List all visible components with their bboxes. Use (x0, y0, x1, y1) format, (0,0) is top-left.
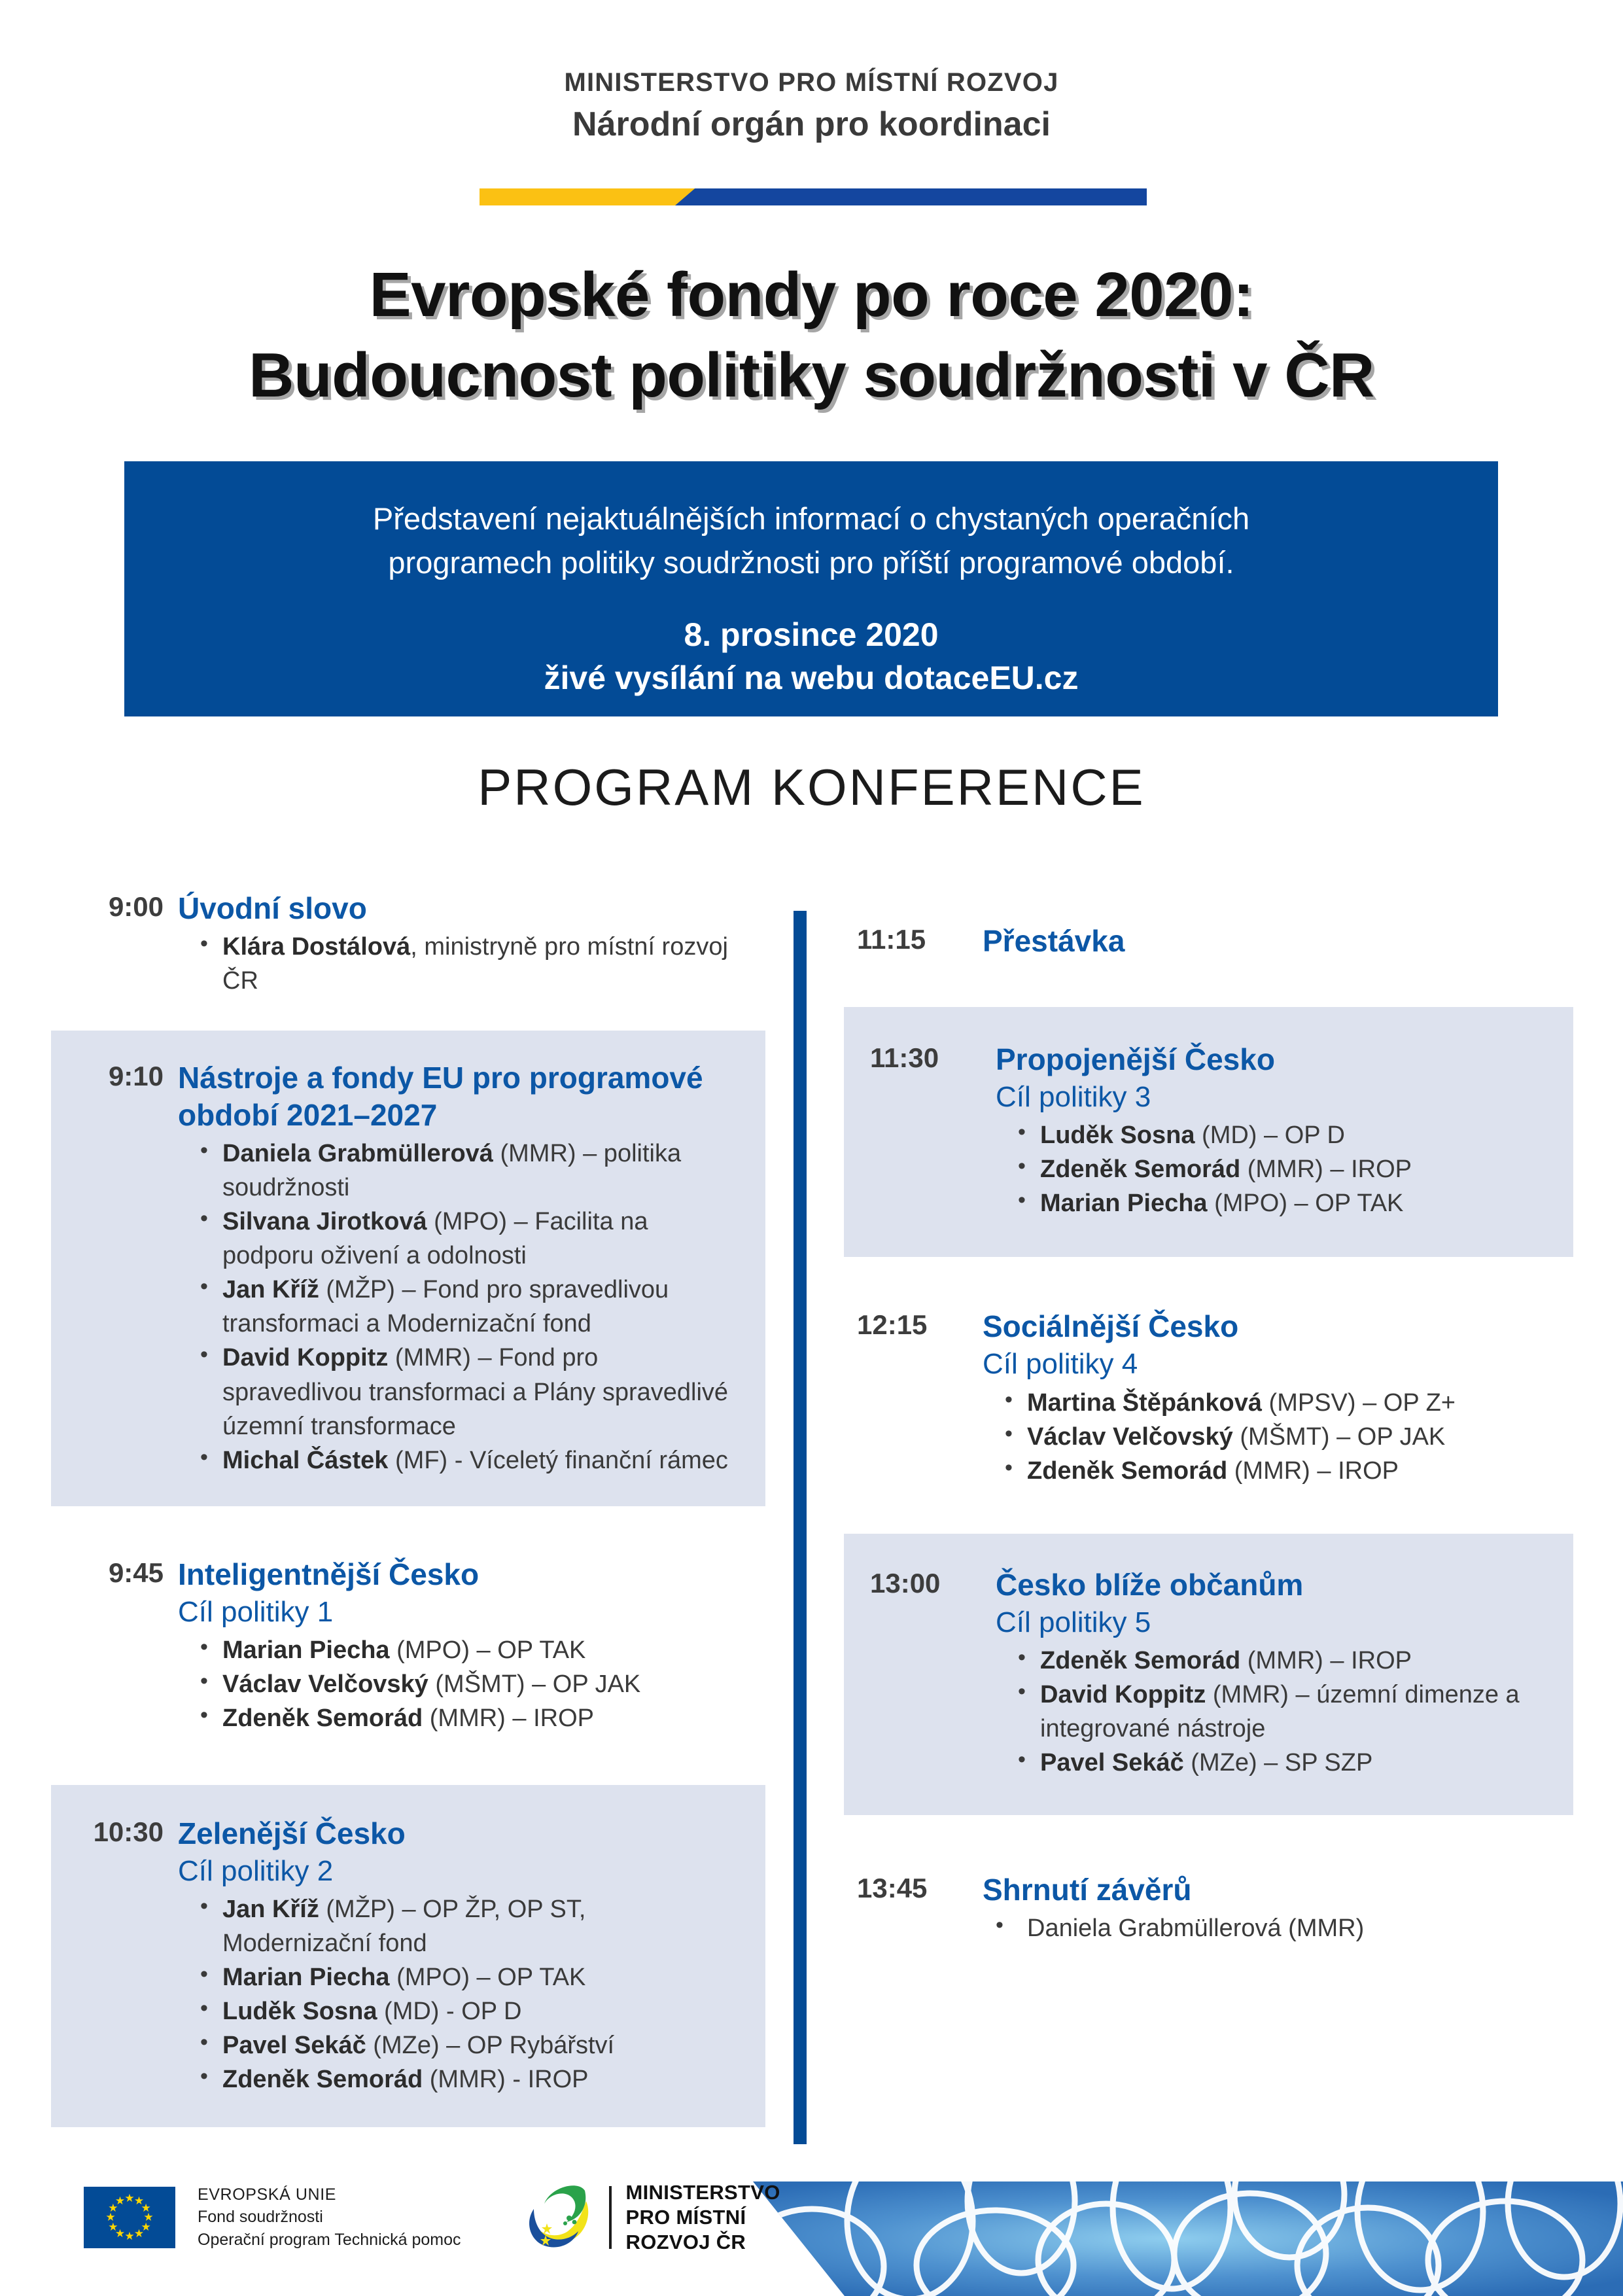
speaker-detail: (MMR) – územní dimenze a integrované nástroje (1040, 1681, 1520, 1743)
speaker-name: Luděk Sosna (222, 1998, 377, 2026)
program-slot-inner (857, 1871, 1597, 1945)
eu-star-icon: ★ (124, 2230, 135, 2243)
speaker-name: Luděk Sosna (1040, 1122, 1195, 1150)
speaker-name: Zdeněk Semorád (222, 1704, 423, 1732)
eu-star-icon: ★ (141, 2201, 151, 2214)
speaker-name: Pavel Sekáč (222, 2032, 366, 2060)
program-slot-inner (59, 890, 739, 998)
speaker-detail: , ministryně pro místní rozvoj ČR (222, 933, 728, 995)
speaker-item (222, 1960, 739, 1994)
title-line-1: Evropské fondy po roce 2020: (369, 260, 1254, 330)
footer (0, 2166, 1623, 2296)
speaker-name: Martina Štěpánková (1027, 1388, 1262, 1417)
speaker-detail: (MF) - Víceletý finanční rámec (388, 1446, 728, 1474)
mmr-emblem-icon (521, 2181, 595, 2253)
speaker-name: Václav Velčovský (222, 1670, 428, 1698)
speaker-name: Marian Piecha (222, 1636, 390, 1664)
program-slot[interactable] (844, 1007, 1573, 1257)
speaker-detail: (MŠMT) – OP JAK (428, 1670, 641, 1698)
session-title: Nástroje a fondy EU pro programové období 2021–2027 (178, 1061, 703, 1133)
eu-star-icon: ★ (108, 2220, 118, 2233)
session-subtitle: Cíl politiky 3 (996, 1081, 1151, 1114)
speaker-detail: (MPO) – Facilita na podporu oživení a odolnosti (222, 1208, 648, 1270)
program-heading: PROGRAM KONFERENCE (478, 758, 1145, 816)
speaker-name: Jan Kříž (222, 1276, 319, 1304)
speaker-name: Silvana Jirotková (222, 1208, 427, 1236)
speaker-name: Marian Piecha (1040, 1190, 1208, 1218)
speaker-detail: (MMR) – IROP (1240, 1646, 1412, 1674)
session-time: 11:15 (857, 924, 926, 955)
speaker-item (1027, 1420, 1597, 1454)
title-line-2: Budoucnost politiky soudržnosti v ČR (249, 340, 1374, 410)
speaker-name: Marian Piecha (222, 1964, 390, 1992)
speaker-name: Zdeněk Semorád (1027, 1457, 1228, 1485)
speaker-item (1040, 1746, 1547, 1780)
session-title: Zelenější Česko (178, 1816, 406, 1851)
speaker-name: Zdeněk Semorád (1040, 1646, 1241, 1674)
decorative-circles-graphic (714, 2181, 1623, 2296)
speaker-detail: (MMR) – IROP (423, 1704, 594, 1732)
session-body (968, 1308, 1597, 1487)
speaker-name: Zdeněk Semorád (222, 2066, 423, 2094)
speaker-item (222, 1341, 739, 1443)
speaker-item (222, 1633, 739, 1667)
footer-logos (84, 2180, 780, 2254)
speaker-item (222, 930, 739, 998)
speaker-detail: (MZe) – SP SZP (1183, 1749, 1373, 1777)
session-subtitle: Cíl politiky 5 (996, 1606, 1151, 1638)
ministry-name: MINISTERSTVO PRO MÍSTNÍ ROZVOJ (564, 68, 1059, 97)
program-slot[interactable] (831, 923, 1623, 960)
speaker-detail: (MMR) - IROP (423, 2066, 589, 2094)
session-body (981, 1041, 1547, 1220)
header-rule (480, 188, 1147, 205)
program-slot[interactable] (51, 1785, 765, 2127)
speaker-detail: (MMR) – Fond pro spravedlivou transformaci a Plány spravedlivé územní transformace (222, 1344, 729, 1440)
speaker-item (222, 1443, 739, 1477)
session-title: Úvodní slovo (178, 891, 367, 925)
banner-stream-info: živé vysílání na webu dotaceEU.cz (544, 660, 1079, 697)
program-slot-inner (59, 1556, 739, 1735)
speaker-detail: (MŽP) – Fond pro spravedlivou transformaci a Modernizační fond (222, 1276, 669, 1338)
mmr-logo (521, 2180, 780, 2254)
speaker-detail: (MD) – OP D (1195, 1122, 1345, 1150)
program-slot[interactable] (844, 1534, 1573, 1815)
column-divider (794, 911, 807, 2144)
speaker-list (983, 1386, 1597, 1488)
program-slot-inner (59, 1815, 739, 2097)
session-subtitle: Cíl politiky 4 (983, 1348, 1138, 1381)
eu-star-icon: ★ (141, 2220, 151, 2233)
rule-yellow-segment (480, 188, 702, 205)
speaker-item (1040, 1644, 1547, 1678)
speaker-item (1040, 1118, 1547, 1152)
speaker-list (178, 1633, 739, 1735)
eu-line-2: Fond soudržnosti (198, 2208, 323, 2227)
speaker-item (1040, 1678, 1547, 1746)
speaker-name: David Koppitz (1040, 1681, 1206, 1709)
speaker-list (996, 1118, 1547, 1220)
session-time: 9:00 (108, 891, 164, 922)
speaker-item (1027, 1386, 1597, 1420)
mmr-line-2: PRO MÍSTNÍ (625, 2205, 746, 2229)
session-time: 9:10 (108, 1061, 164, 1092)
session-time: 13:45 (857, 1873, 928, 1904)
program-slot[interactable] (831, 1871, 1623, 1945)
session-time: 12:15 (857, 1309, 928, 1341)
eu-star-icon: ★ (114, 2195, 126, 2208)
session-body (981, 1566, 1547, 1780)
eu-star-icon: ★ (108, 2201, 118, 2214)
speaker-item (1040, 1186, 1547, 1220)
program-slot[interactable] (51, 1031, 765, 1506)
program-slot[interactable] (831, 1308, 1623, 1487)
speaker-list (178, 930, 739, 998)
session-time: 13:00 (870, 1567, 941, 1598)
info-banner (124, 461, 1498, 716)
session-subtitle: Cíl politiky 2 (178, 1855, 334, 1888)
session-body (164, 1059, 739, 1477)
speaker-item (222, 2028, 739, 2062)
eu-flag-icon (84, 2187, 175, 2248)
eu-star-icon: ★ (133, 2195, 145, 2208)
session-time: 9:45 (108, 1557, 164, 1588)
speaker-detail: (MZe) – OP Rybářství (366, 2032, 615, 2060)
mmr-wordmark (626, 2180, 780, 2254)
speaker-item (222, 1701, 739, 1735)
eu-line-3: Operační program Technická pomoc (198, 2230, 461, 2249)
speaker-detail: (MMR) – IROP (1227, 1457, 1399, 1485)
eu-star-icon: ★ (105, 2211, 116, 2224)
speaker-name: Václav Velčovský (1027, 1422, 1233, 1451)
session-body (968, 923, 1597, 960)
session-body (968, 1871, 1597, 1945)
eu-star-icon: ★ (143, 2211, 154, 2224)
mmr-divider (609, 2186, 612, 2249)
department-name: Národní orgán pro koordinaci (572, 105, 1051, 143)
session-title: Sociálnější Česko (983, 1309, 1239, 1344)
speaker-detail: (MPO) – OP TAK (389, 1964, 586, 1992)
banner-description-line-2: programech politiky soudržnosti pro příští programové období. (388, 544, 1234, 580)
speaker-detail: (MŠMT) – OP JAK (1232, 1422, 1446, 1451)
speaker-item (222, 1892, 739, 1960)
speaker-name: Pavel Sekáč (1040, 1749, 1184, 1777)
session-subtitle: Cíl politiky 1 (178, 1595, 334, 1628)
program-slot-inner (857, 923, 1597, 960)
eu-funding-text (198, 2183, 461, 2252)
speaker-name: Klára Dostálová (222, 933, 411, 961)
program-slot-inner (857, 1308, 1597, 1487)
program-column-left (0, 890, 765, 2127)
mmr-line-3: ROZVOJ ČR (625, 2230, 746, 2253)
session-time: 10:30 (93, 1816, 164, 1848)
speaker-name: Michal Částek (222, 1446, 389, 1474)
session-body (164, 1556, 739, 1735)
speaker-item (222, 1137, 739, 1205)
eu-star-icon: ★ (114, 2227, 126, 2240)
speaker-item (222, 1667, 739, 1701)
program-slot-inner (870, 1566, 1547, 1780)
session-time: 11:30 (870, 1042, 939, 1074)
banner-description-line-1: Představení nejaktuálnějších informací o chystaných operačních (372, 501, 1250, 536)
speaker-detail: (MMR) – politika soudržnosti (222, 1140, 682, 1202)
speaker-detail: Daniela Grabmüllerová (MMR) (1027, 1915, 1365, 1943)
speaker-name: Jan Kříž (222, 1896, 319, 1924)
speaker-name: David Koppitz (222, 1344, 389, 1372)
speaker-item (222, 2062, 739, 2096)
mmr-line-1: MINISTERSTVO (625, 2181, 780, 2204)
session-body (164, 890, 739, 998)
speaker-list (983, 1911, 1597, 1945)
eu-line-1: EVROPSKÁ UNIE (198, 2185, 337, 2204)
speaker-list (178, 1137, 739, 1477)
program-slot-inner (870, 1041, 1547, 1220)
session-title: Přestávka (983, 924, 1125, 958)
poster-title (0, 255, 1623, 416)
program-column-right (831, 890, 1623, 1945)
speaker-name: Zdeněk Semorád (1040, 1156, 1241, 1184)
speaker-list (996, 1644, 1547, 1780)
speaker-item (1040, 1152, 1547, 1186)
speaker-detail: (MPSV) – OP Z+ (1262, 1388, 1456, 1417)
program-slot-inner (59, 1059, 739, 1477)
speaker-detail: (MPO) – OP TAK (389, 1636, 586, 1664)
masthead (0, 68, 1623, 143)
session-title: Shrnutí závěrů (983, 1873, 1192, 1907)
session-title: Inteligentnější Česko (178, 1557, 480, 1591)
speaker-item (1027, 1454, 1597, 1488)
speaker-detail: (MMR) – IROP (1240, 1156, 1412, 1184)
speaker-detail: (MD) - OP D (377, 1998, 522, 2026)
speaker-item (222, 1205, 739, 1273)
speaker-detail: (MŽP) – OP ŽP, OP ST, Modernizační fond (222, 1896, 586, 1958)
eu-star-icon: ★ (133, 2227, 145, 2240)
program-slot[interactable] (0, 890, 765, 998)
session-body (164, 1815, 739, 2097)
speaker-name: Daniela Grabmüllerová (222, 1140, 493, 1168)
speaker-list (178, 1892, 739, 2096)
speaker-item (222, 1273, 739, 1341)
banner-date: 8. prosince 2020 (684, 616, 939, 654)
speaker-item (222, 1994, 739, 2028)
eu-star-icon: ★ (124, 2192, 135, 2205)
speaker-item (1027, 1911, 1597, 1945)
session-title: Česko blíže občanům (996, 1567, 1304, 1602)
rule-blue-segment (675, 188, 1147, 205)
speaker-detail: (MPO) – OP TAK (1207, 1190, 1404, 1218)
session-title: Propojenější Česko (996, 1042, 1275, 1077)
program-slot[interactable] (0, 1530, 765, 1759)
